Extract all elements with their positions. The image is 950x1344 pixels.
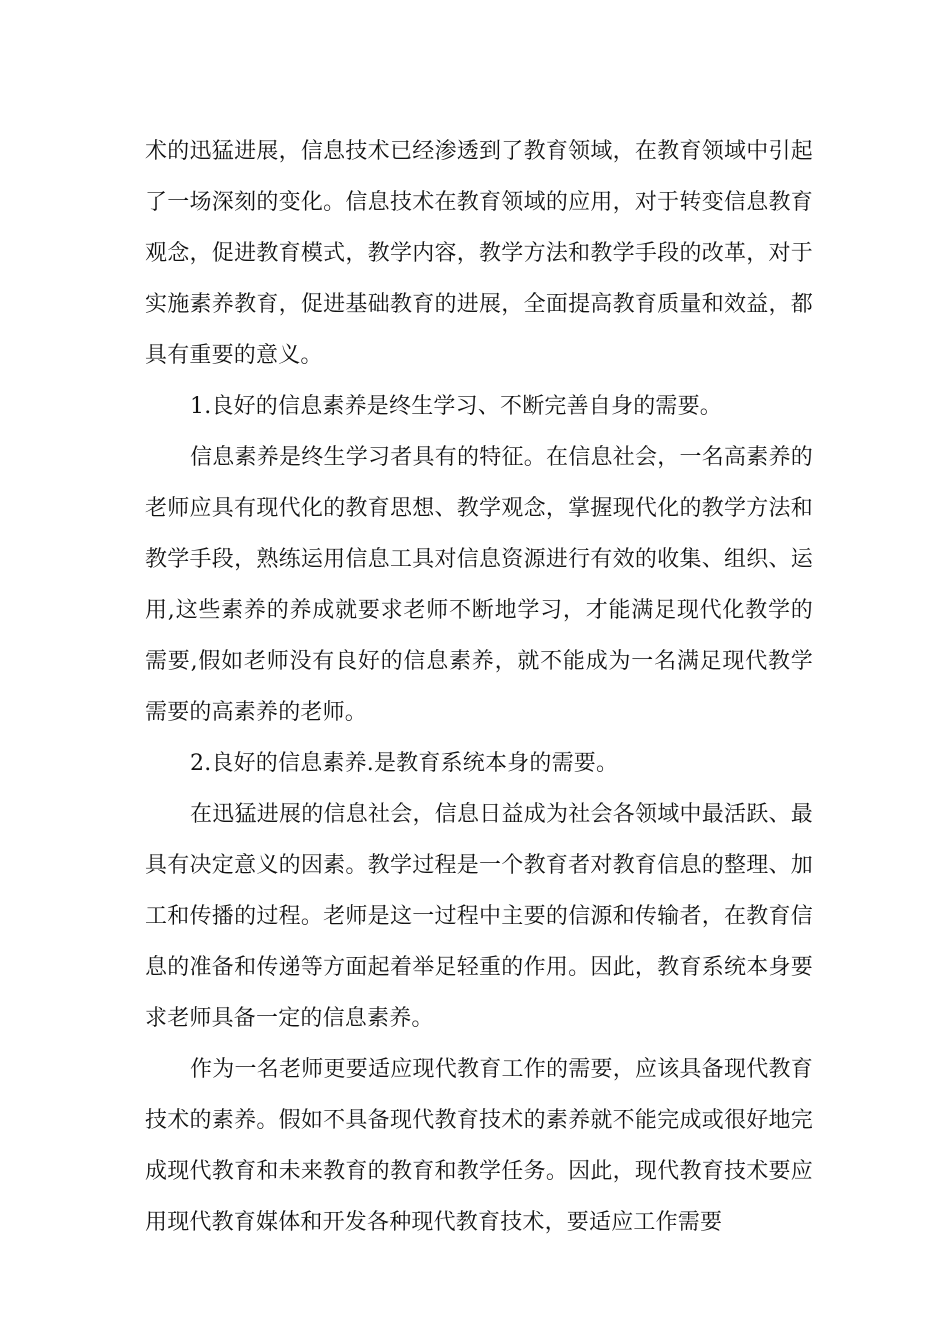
paragraph-teacher-requirements: 作为一名老师更要适应现代教育工作的需要，应该具备现代教育技术的素养。假如不具备现代教育技术的素养就不能完成或很好地完成现代教育和未来教育的教育和教学任务。因此，现代教育技术要应用现代教育媒体和开发各种现代教育技术，要适应工作需要 (145, 1057, 813, 1235)
paragraph-information-society: 在迅猛进展的信息社会，信息日益成为社会各领域中最活跃、最具有决定意义的因素。教学过程是一个教育者对教育信息的整理、加工和传播的过程。老师是这一过程中主要的信源和传输者，在教育信息的准备和传递等方面起着举足轻重的作用。因此，教育系统本身要求老师具备一定的信息素养。 (145, 802, 813, 1031)
document-body (145, 126, 813, 1248)
heading-point-1: 1.良好的信息素养是终生学习、不断完善自身的需要。 (190, 394, 722, 419)
heading-point-2: 2.良好的信息素养.是教育系统本身的需要。 (190, 751, 619, 776)
paragraph-information-literacy: 信息素养是终生学习者具有的特征。在信息社会，一名高素养的老师应具有现代化的教育思想、教学观念，掌握现代化的教学方法和教学手段，熟练运用信息工具对信息资源进行有效的收集、组织、运用,这些素养的养成就要求老师不断地学习，才能满足现代化教学的需要,假如老师没有良好的信息素养，就不能成为一名满足现代教学需要的高素养的老师。 (145, 445, 813, 725)
paragraph-continued: 术的迅猛进展，信息技术已经渗透到了教育领域，在教育领域中引起了一场深刻的变化。信息技术在教育领域的应用，对于转变信息教育观念，促进教育模式，教学内容，教学方法和教学手段的改革，对于实施素养教育，促进基础教育的进展，全面提高教育质量和效益，都具有重要的意义。 (145, 139, 813, 368)
